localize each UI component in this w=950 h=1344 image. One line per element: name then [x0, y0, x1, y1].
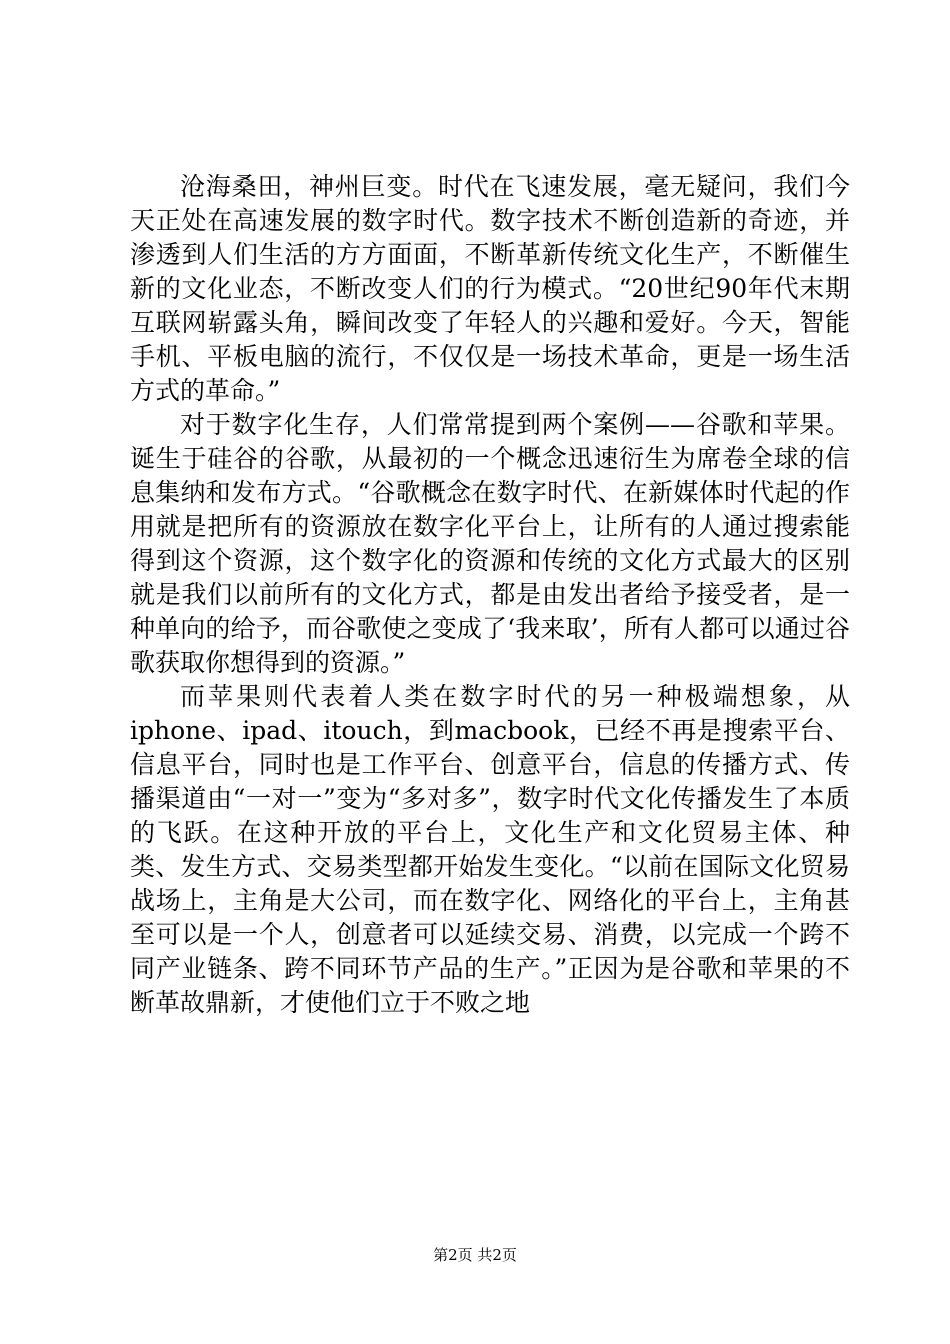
paragraph-1: 沧海桑田，神州巨变。时代在飞速发展，毫无疑问，我们今天正处在高速发展的数字时代。数字技术不断创造新的奇迹，并渗透到人们生活的方方面面，不断革新传统文化生产，不断催生新的文化业态，不断改变人们的行为模式。“20世纪90年代末期互联网崭露头角，瞬间改变了年轻人的兴趣和爱好。今天，智能手机、平板电脑的流行，不仅仅是一场技术革命，更是一场生活方式的革命。” [130, 172, 850, 405]
paragraph-3: 而苹果则代表着人类在数字时代的另一种极端想象，从iphone、ipad、itouch，到macbook，已经不再是搜索平台、信息平台，同时也是工作平台、创意平台，信息的传播方式、传播渠道由“一对一”变为“多对多”，数字时代文化传播发生了本质的飞跃。在这种开放的平台上，文化生产和文化贸易主体、种类、发生方式、交易类型都开始发生变化。“以前在国际文化贸易战场上，主角是大公司，而在数字化、网络化的平台上，主角甚至可以是一个人，创意者可以延续交易、消费，以完成一个跨不同产业链条、跨不同环节产品的生产。”正因为是谷歌和苹果的不断革故鼎新，才使他们立于不败之地 [130, 682, 850, 1017]
body-text [130, 170, 850, 1020]
page-footer: 第2页 共2页 [433, 1246, 517, 1264]
paragraph-2: 对于数字化生存，人们常常提到两个案例——谷歌和苹果。诞生于硅谷的谷歌，从最初的一个概念迅速衍生为席卷全球的信息集纳和发布方式。“谷歌概念在数字时代、在新媒体时代起的作用就是把所有的资源放在数字化平台上，让所有的人通过搜索能得到这个资源，这个数字化的资源和传统的文化方式最大的区别就是我们以前所有的文化方式，都是由发出者给予接受者，是一种单向的给予，而谷歌使之变成了‘我来取’，所有人都可以通过谷歌获取你想得到的资源。” [130, 410, 850, 677]
